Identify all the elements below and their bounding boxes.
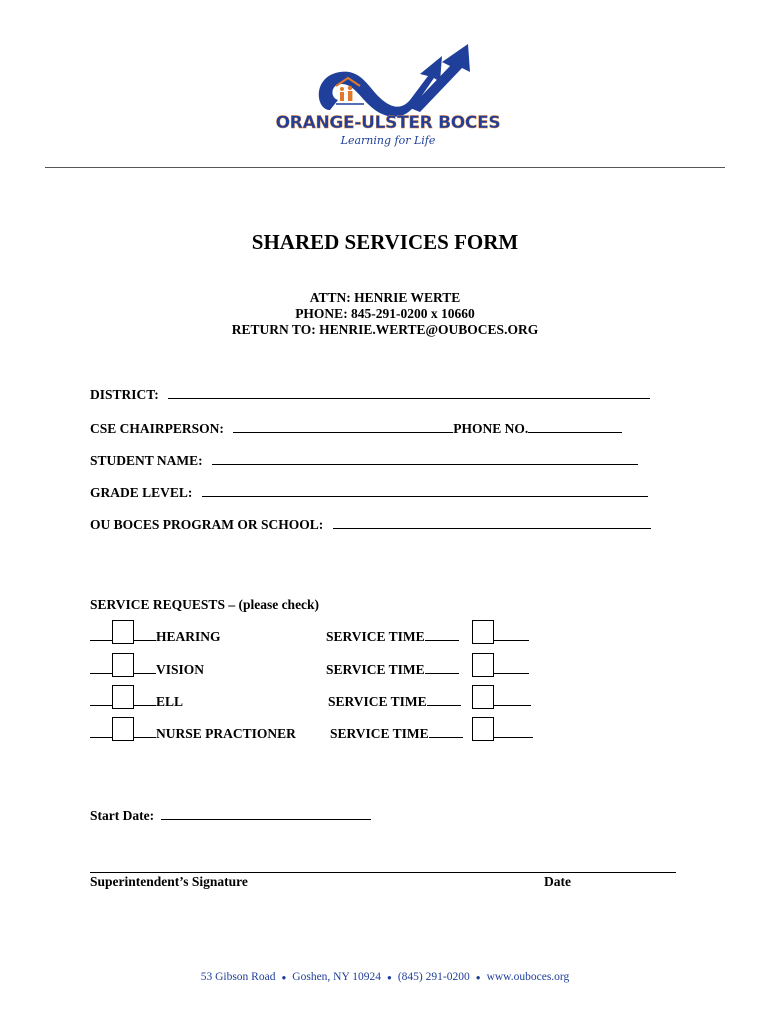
service-requests-heading: SERVICE REQUESTS – (please check) — [90, 597, 320, 612]
underline — [427, 693, 461, 706]
hearing-time-box[interactable] — [472, 620, 494, 644]
start-date-field[interactable] — [161, 807, 371, 820]
footer-phone: (845) 291-0200 — [397, 971, 470, 983]
program-field[interactable] — [333, 516, 651, 529]
underline — [429, 725, 463, 738]
nurse-checkbox[interactable] — [112, 717, 134, 741]
district-label: DISTRICT: — [90, 387, 159, 402]
cse-chairperson-field[interactable] — [233, 420, 453, 433]
hearing-checkbox[interactable] — [112, 620, 134, 644]
return-to-line: RETURN TO: HENRIE.WERTE@OUBOCES.ORG — [231, 322, 539, 337]
service-time-row — [328, 693, 531, 710]
start-date-row — [90, 807, 371, 824]
cse-row — [90, 420, 622, 437]
underline — [90, 725, 112, 738]
phone-line: PHONE: 845-291-0200 x 10660 — [295, 306, 475, 321]
service-time-label: SERVICE TIME — [328, 694, 427, 709]
contact-block — [0, 290, 770, 338]
bullet-icon: ● — [281, 972, 287, 982]
service-time-label: SERVICE TIME — [326, 629, 425, 644]
signature-label: Superintendent’s Signature — [90, 874, 248, 889]
underline — [90, 693, 112, 706]
cse-chairperson-label: CSE CHAIRPERSON: — [90, 421, 224, 436]
program-label: OU BOCES PROGRAM OR SCHOOL: — [90, 517, 324, 532]
service-time-row — [330, 725, 533, 742]
service-row-ell — [90, 693, 183, 710]
nurse-time-box[interactable] — [472, 717, 494, 741]
bullet-icon: ● — [387, 972, 392, 982]
service-row-vision — [90, 661, 204, 678]
grade-row — [90, 484, 648, 501]
grade-level-field[interactable] — [202, 484, 648, 497]
ell-time-box[interactable] — [472, 685, 494, 709]
service-time-row — [326, 661, 529, 678]
service-label: ELL — [156, 694, 184, 709]
program-row — [90, 516, 651, 533]
district-field[interactable] — [168, 386, 650, 399]
student-name-label: STUDENT NAME: — [90, 453, 203, 468]
service-time-label: SERVICE TIME — [330, 726, 429, 741]
signature-line[interactable] — [90, 872, 676, 873]
service-time-label: SERVICE TIME — [326, 662, 425, 677]
phone-no-label: PHONE NO. — [453, 421, 529, 436]
underline — [134, 693, 156, 706]
student-name-field[interactable] — [212, 452, 638, 465]
form-title: SHARED SERVICES FORM — [251, 230, 519, 254]
service-time-row — [326, 628, 529, 645]
vision-checkbox[interactable] — [112, 653, 134, 677]
bullet-icon: ● — [475, 972, 481, 982]
underline — [425, 661, 459, 674]
underline — [134, 725, 156, 738]
service-label: HEARING — [156, 629, 221, 644]
underline — [134, 628, 156, 641]
footer-city: Goshen, NY 10924 — [292, 971, 381, 983]
underline — [425, 628, 459, 641]
ell-checkbox[interactable] — [112, 685, 134, 709]
vision-time-box[interactable] — [472, 653, 494, 677]
logo-name: ORANGE-ULSTER BOCES — [275, 113, 501, 133]
logo-tagline: Learning for Life — [340, 134, 436, 147]
underline — [134, 661, 156, 674]
student-row — [90, 452, 638, 469]
service-label: VISION — [156, 662, 205, 677]
footer — [0, 971, 770, 983]
start-date-label: Start Date: — [90, 808, 155, 823]
service-label: NURSE PRACTIONER — [156, 726, 296, 741]
service-row-hearing — [90, 628, 221, 645]
attn-line: ATTN: HENRIE WERTE — [309, 290, 461, 305]
grade-level-label: GRADE LEVEL: — [90, 485, 193, 500]
phone-no-field[interactable] — [528, 420, 622, 433]
underline — [90, 628, 112, 641]
footer-web[interactable]: www.ouboces.org — [486, 971, 570, 983]
district-row — [90, 386, 650, 403]
footer-address: 53 Gibson Road — [200, 971, 276, 983]
underline — [90, 661, 112, 674]
date-label: Date — [544, 874, 571, 889]
header-divider — [45, 167, 725, 168]
logo-arrow — [410, 44, 470, 112]
